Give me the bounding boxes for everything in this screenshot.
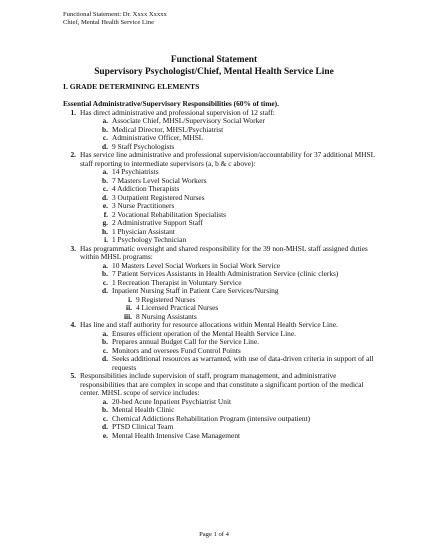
item-number: 1.	[70, 107, 76, 117]
item-text: Responsibilities include supervision of staff, program management, and administrative responsibilities that are complex in scope and that constitute a significant portion of the medical center. MHSL scope of service includes:	[80, 371, 364, 397]
sub-text: 10 Masters Level Social Workers in Social Work Service	[112, 260, 281, 270]
sub-sub-text: 8 Nursing Assistants	[136, 311, 197, 321]
sub-text: Mental Health Clinic	[112, 405, 175, 414]
sub-text: Ensures efficient operation of the Mental Health Service Line.	[112, 328, 296, 338]
sub-text: Chemical Addictions Rehabilitation Program (intensive outpatient)	[112, 413, 311, 423]
sub-letter: g.	[102, 218, 108, 227]
sub-letter: a.	[102, 396, 108, 406]
item-text: Has programmatic oversight and shared responsibility for the 39 non-MHSL staff assigned duties within MHSL programs:	[80, 243, 368, 261]
sub-letter: c.	[102, 277, 108, 287]
sub-text: PTSD Clinical Team	[112, 422, 174, 431]
sub-letter: d.	[102, 192, 108, 202]
sub-letter: h.	[102, 226, 108, 236]
sub-text: Associate Chief, MHSL/Supervisory Social Worker	[112, 116, 266, 125]
sub-text: 9 Staff Psychologists	[112, 141, 175, 151]
sub-text: Administrative Officer, MHSL	[112, 133, 204, 142]
item-text: Has service line administrative and professional supervision/accountability for 37 additional MHSL staff reporting to intermediate supervisors (a, b & c above):	[80, 150, 375, 168]
sub-text: 2 Vocational Rehabilitation Specialists	[112, 209, 227, 219]
sub-letter: c.	[102, 413, 108, 423]
item-number: 5.	[70, 371, 76, 380]
roman-numeral: i.	[128, 294, 132, 304]
sub-letter: b.	[102, 337, 108, 346]
sub-letter: c.	[102, 345, 108, 355]
sub-text: 7 Masters Level Social Workers	[112, 175, 207, 185]
sub-letter: c.	[102, 184, 108, 193]
responsibilities-heading: Essential Administrative/Supervisory Responsibilities (60% of time).	[63, 99, 279, 108]
sub-text: 14 Psychiatrists	[112, 167, 159, 176]
sub-text: 1 Psychology Technician	[112, 235, 187, 244]
roman-numeral: ii.	[126, 303, 132, 312]
item-number: 2.	[70, 150, 76, 159]
sub-text: 2 Administrative Support Staff	[112, 218, 203, 227]
sub-text: 3 Nurse Practitioners	[112, 201, 175, 210]
document-body	[63, 100, 375, 440]
section-heading: I. GRADE DETERMINING ELEMENTS	[63, 82, 200, 91]
sub-letter: b.	[102, 269, 108, 278]
sub-text: 20-bed Acute Inpatient Psychiatrist Unit	[112, 396, 232, 406]
sub-letter: a.	[102, 167, 108, 176]
item-text: Has line and staff authority for resource allocations within Mental Health Service Line.	[80, 320, 338, 329]
sub-letter: d.	[102, 286, 108, 295]
sub-letter: d.	[102, 354, 108, 363]
sub-text: Prepares annual Budget Call for the Service Line.	[112, 337, 259, 346]
sub-text: Monitors and oversees Fund Control Points	[112, 345, 241, 355]
title-line-1: Functional Statement	[170, 55, 258, 65]
sub-text: 3 Outpatient Registered Nurses	[112, 192, 205, 202]
sub-letter: b.	[102, 175, 108, 185]
document-title	[0, 55, 428, 78]
sub-letter: b.	[102, 405, 108, 414]
sub-letter: b.	[102, 124, 108, 134]
sub-item	[99, 432, 375, 441]
running-head-line-2: Chief, Mental Health Service Line	[63, 19, 154, 26]
sub-text: 7 Patient Services Assistants in Health Administration Service (clinic clerks)	[112, 269, 339, 278]
sub-letter: e.	[102, 430, 108, 440]
sub-letter: a.	[102, 116, 108, 125]
item-text: Has direct administrative and professional supervision of 12 staff:	[80, 107, 275, 117]
sub-sub-text: 4 Licensed Practical Nurses	[136, 303, 219, 312]
list-item	[63, 151, 375, 168]
sub-item	[99, 355, 375, 372]
sub-letter: d.	[102, 422, 108, 431]
sub-letter: f.	[103, 209, 108, 219]
title-line-2: Supervisory Psychologist/Chief, Mental Health Service Line	[94, 66, 334, 77]
sub-letter: i.	[104, 235, 108, 244]
item-number: 3.	[70, 243, 76, 253]
item-number: 4.	[70, 320, 76, 329]
sub-sub-text: 9 Registered Nurses	[136, 294, 196, 304]
sub-letter: a.	[102, 260, 108, 270]
sub-text: Inpatient Nursing Staff in Patient Care Services/Nursing	[112, 286, 279, 295]
sub-text: Mental Health Intensive Case Management	[112, 430, 241, 440]
sub-text: Medical Director, MHSL/Psychiatrist	[112, 124, 224, 134]
roman-numeral: iii.	[123, 311, 132, 321]
list-item	[63, 245, 375, 262]
sub-letter: a.	[102, 328, 108, 338]
sub-text: 4 Addiction Therapists	[112, 184, 180, 193]
sub-letter: c.	[102, 133, 108, 142]
sub-text: 1 Physician Assistant	[112, 226, 175, 236]
running-head-line-1: Functional Statement: Dr. Xxxx Xxxxx	[63, 11, 167, 18]
sub-text: 1 Recreation Therapist in Voluntary Service	[112, 277, 242, 287]
sub-letter: e.	[102, 201, 108, 210]
sub-letter: d.	[102, 141, 108, 151]
running-head	[63, 11, 167, 27]
page-number: Page 1 of 4	[199, 531, 229, 538]
list-item	[63, 372, 375, 398]
sub-text: Seeks additional resources as warranted, with use of data-driven criteria in support of all requests	[112, 354, 374, 372]
